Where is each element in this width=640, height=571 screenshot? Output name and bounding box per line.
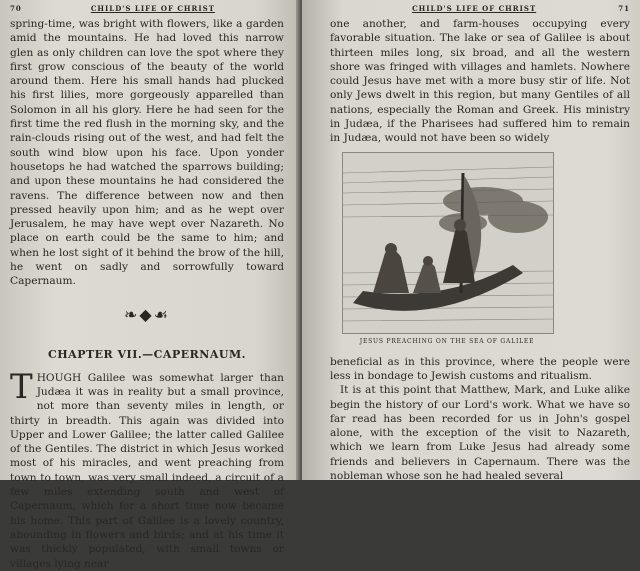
paragraph: beneficial as in this province, where the people were less in bondage to Jewish customs and ritualism.	[330, 355, 630, 382]
ornament-divider: ❧◆☙	[123, 304, 171, 324]
body-text	[10, 17, 284, 289]
body-text	[330, 17, 630, 146]
chapter-text	[10, 366, 284, 571]
left-page	[0, 0, 300, 570]
paragraph: spring-time, was bright with flowers, like a garden amid the mountains. He had loved this narrow glen as only children can love the spot where they first grow conscious of the beauty of the world around them. Here his small hands had plucked his first lilies, more gorgeously apparelled than Solomon in all his glory. Here he had seen for the first time the red flush in the morning sky, and the rain-clouds rising out of the west, and had felt the south wind blow upon his face. Upon yonder housetops he had watched the sparrows building; and upon these mountains he had considered the ravens. The difference between now and then pressed heavily upon him; and as he wept over Jerusalem, he may have wept over Nazareth. No place on earth could be the same to him; and when he lost sight of it behind the brow of the hill, he went on sadly and sorrowfully toward Capernaum.	[10, 18, 284, 288]
drop-cap: T	[10, 366, 33, 407]
page-number: 71	[618, 4, 630, 13]
page-number: 70	[10, 4, 22, 13]
illustration-caption: JESUS PREACHING ON THE SEA OF GALILEE	[359, 337, 535, 345]
running-head-title: CHILD'S LIFE OF CHRIST	[412, 4, 537, 13]
boat-illustration	[342, 152, 554, 334]
body-text	[330, 355, 630, 484]
engraving-image	[343, 153, 553, 333]
right-page	[302, 0, 640, 483]
chapter-heading: CHAPTER VII.—CAPERNAUM.	[48, 347, 246, 361]
paragraph: It is at this point that Matthew, Mark, and Luke alike begin the history of our Lord's work. What we have so far read has been recorded for us in John's gospel alone, with the exception of the visit to Nazareth, which we learn from Luke Jesus had already some friends and believers in Capernaum. There was the nobleman whose son he had healed several	[330, 384, 630, 483]
paragraph: HOUGH Galilee was somewhat larger than Judæa it was in reality but a small province, not more than seventy miles in length, or thirty in breadth. This again was divided into Upper and Lower Galilee; the latter called Galilee of the Gentiles. The district in which Jesus worked most of his miracles, and went preaching from town to town, was very small indeed, a circuit of a few miles extending south and west of Capernaum, which for a short time now became his home. This part of Galilee is a lovely country, abounding in flowers and birds; and at his time it was thickly populated, with small towns or villages lying near	[10, 371, 284, 570]
running-head-title: CHILD'S LIFE OF CHRIST	[90, 4, 215, 13]
running-head	[330, 4, 630, 13]
paragraph: one another, and farm-houses occupying every favorable situation. The lake or sea of Galilee is about thirteen miles long, six broad, and all the western shore was fringed with villages and hamlets. Nowhere could Jesus have met with a more busy stir of life. Not only Jews dwelt in this region, but many Gentiles of all nations, especially the Roman and Greek. His ministry in Judæa, if the Pharisees had suffered him to remain in Judæa, would not have been so widely	[330, 18, 630, 145]
running-head	[10, 4, 284, 13]
